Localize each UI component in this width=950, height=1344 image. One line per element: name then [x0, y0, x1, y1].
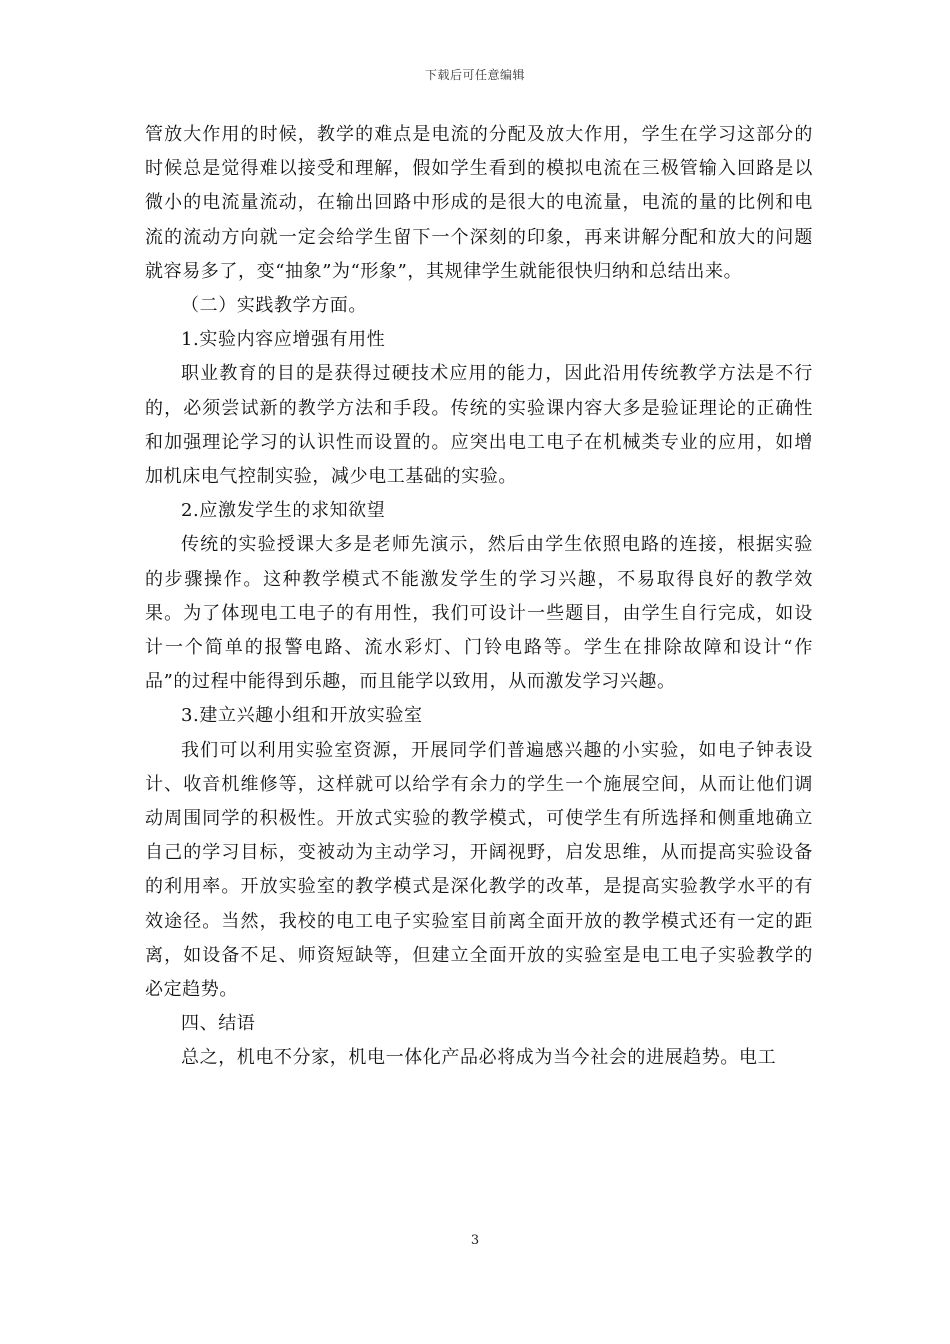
page-number: 3 [470, 1233, 480, 1248]
paragraph-conclusion: 总之，机电不分家，机电一体化产品必将成为当今社会的进展趋势。电工 [181, 1047, 777, 1069]
paragraph-experiment-content: 职业教育的目的是获得过硬技术应用的能力，因此沿用传统教学方法是不行的，必须尝试新的教学方法和手段。传统的实验课内容大多是验证理论的正确性和加强理论学习的认识性而设置的。应突出电工电子在机械类专业的应用，如增加机床电气控制实验，减少电工基础的实验。 [145, 363, 813, 488]
paragraph-interest-groups: 我们可以利用实验室资源，开展同学们普遍感兴趣的小实验，如电子钟表设计、收音机维修等，这样就可以给学有余力的学生一个施展空间，从而让他们调动周围同学的积极性。开放式实验的教学模式，可使学生有所选择和侧重地确立自己的学习目标，变被动为主动学习，开阔视野，启发思维，从而提高实验设备的利用率。开放实验室的教学模式是深化教学的改革，是提高实验教学水平的有效途径。当然，我校的电工电子实验室目前离全面开放的教学模式还有一定的距离，如设备不足、师资短缺等，但建立全面开放的实验室是电工电子实验教学的必定趋势。 [145, 739, 813, 1001]
paragraph-continuation: 管放大作用的时候，教学的难点是电流的分配及放大作用，学生在学习这部分的时候总是觉得难以接受和理解，假如学生看到的模拟电流在三极管输入回路是以微小的电流量流动，在输出回路中形成的是很大的电流量，电流的量的比例和电流的流动方向就一定会给学生留下一个深刻的印象，再来讲解分配和放大的问题就容易多了，变“抽象”为“形象”，其规律学生就能很快归纳和总结出来。 [145, 124, 813, 282]
subheading-interest-groups: 3.建立兴趣小组和开放实验室 [181, 705, 423, 727]
paragraph-motivate-students: 传统的实验授课大多是老师先演示，然后由学生依照电路的连接，根据实验的步骤操作。这种教学模式不能激发学生的学习兴趣，不易取得良好的教学效果。为了体现电工电子的有用性，我们可设计一些题目，由学生自行完成，如设计一个简单的报警电路、流水彩灯、门铃电路等。学生在排除故障和设计“作品”的过程中能得到乐趣，而且能学以致用，从而激发学习兴趣。 [145, 534, 813, 693]
document-body [145, 118, 813, 1076]
section-heading-practice-teaching: （二）实践教学方面。 [181, 295, 367, 317]
section-heading-conclusion: 四、结语 [181, 1013, 256, 1035]
page-header: 下载后可任意编辑 [424, 68, 525, 82]
subheading-motivate-students: 2.应激发学生的求知欲望 [181, 500, 386, 522]
subheading-experiment-content: 1.实验内容应增强有用性 [181, 329, 386, 351]
